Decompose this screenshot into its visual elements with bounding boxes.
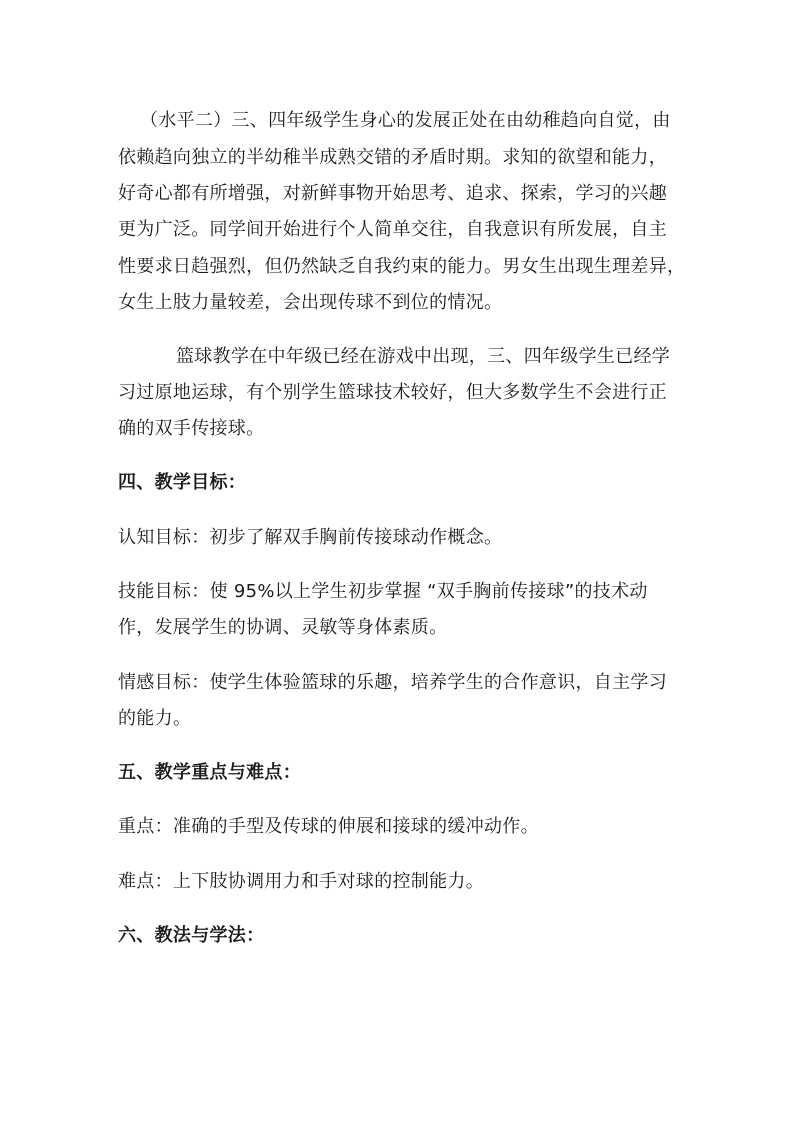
section-heading-methods: 六、教法与学法： bbox=[118, 925, 265, 946]
para1-line4: 更为广泛。同学间开始进行个人简单交往，自我意识有所发展，自主 bbox=[118, 219, 667, 240]
key-point: 重点：准确的手型及传球的伸展和接球的缓冲动作。 bbox=[118, 816, 539, 837]
section-heading-key-difficult: 五、教学重点与难点： bbox=[118, 762, 301, 783]
para1-line2: 依赖趋向独立的半幼稚半成熟交错的矛盾时期。求知的欲望和能力， bbox=[118, 147, 667, 168]
goal-emotion-line2: 的能力。 bbox=[118, 708, 192, 729]
goal-emotion-line1: 情感目标：使学生体验篮球的乐趣，培养学生的合作意识，自主学习 bbox=[118, 672, 667, 693]
goal-cognitive: 认知目标：初步了解双手胸前传接球动作概念。 bbox=[118, 527, 503, 548]
para2-line2: 习过原地运球，有个别学生篮球技术较好，但大多数学生不会进行正 bbox=[118, 382, 667, 403]
goal-skill-line1: 技能目标：使 95%以上学生初步掌握 “双手胸前传接球”的技术动 bbox=[118, 581, 648, 602]
para1-line5: 性要求日趋强烈，但仍然缺乏自我约束的能力。男女生出现生理差异， bbox=[118, 256, 686, 277]
goal-skill-line2: 作，发展学生的协调、灵敏等身体素质。 bbox=[118, 617, 448, 638]
section-heading-teaching-goals: 四、教学目标： bbox=[118, 472, 247, 493]
para1-line6: 女生上肢力量较差，会出现传球不到位的情况。 bbox=[118, 292, 503, 313]
para1-line1: （水平二）三、四年级学生身心的发展正处在由幼稚趋向自觉，由 bbox=[140, 110, 671, 131]
para1-line3: 好奇心都有所增强，对新鲜事物开始思考、追求、探索，学习的兴趣 bbox=[118, 183, 667, 204]
para2-line3: 确的双手传接球。 bbox=[118, 418, 265, 439]
difficult-point: 难点：上下肢协调用力和手对球的控制能力。 bbox=[118, 871, 484, 892]
para2-line1: 篮球教学在中年级已经在游戏中出现，三、四年级学生已经学 bbox=[176, 346, 671, 367]
